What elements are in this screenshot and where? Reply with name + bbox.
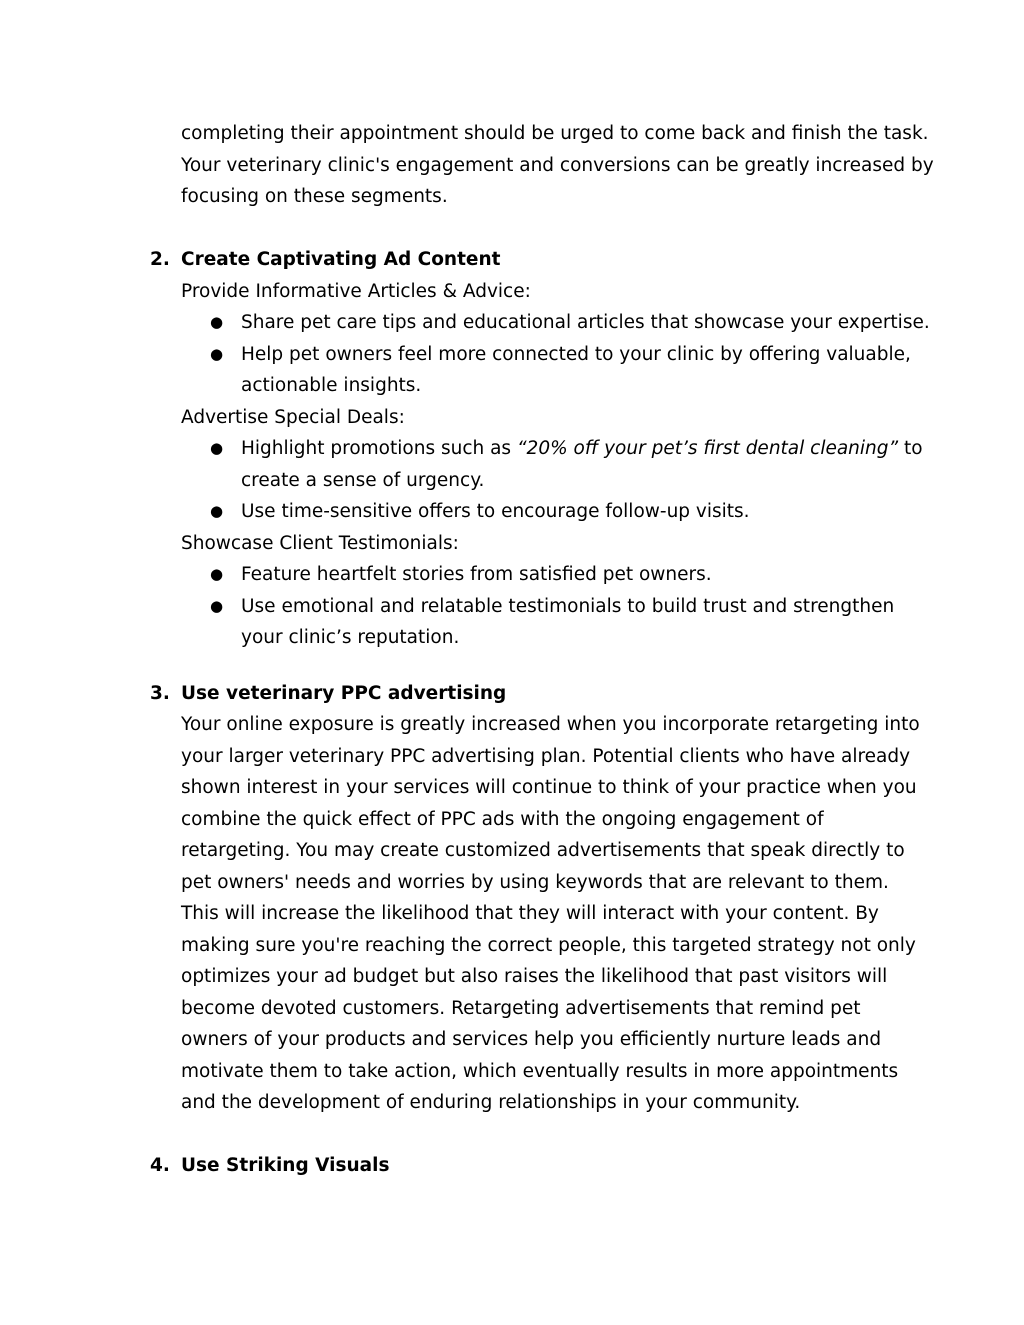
paragraph-line: combine the quick effect of PPC ads with the ongoing engagement of [181,808,824,830]
paragraph-line: making sure you're reaching the correct people, this targeted strategy not only [181,934,916,956]
group-label: Provide Informative Articles & Advice: [181,280,531,302]
bullet-icon: ● [210,439,224,457]
paragraph-line: Your online exposure is greatly increased when you incorporate retargeting into [181,714,920,735]
bullet-item [0,496,1024,528]
section-heading [0,244,1024,276]
list-number: 2. [150,249,170,270]
bullet-text: Use emotional and relatable testimonials to build trust and strengthen [241,595,895,617]
paragraph-line: motivate them to take action, which eventually results in more appointments [181,1060,899,1082]
bullet-text: Use time-sensitive offers to encourage follow-up visits. [241,501,750,522]
document-page [0,118,1024,1182]
paragraph-line: retargeting. You may create customized advertisements that speak directly to [181,840,905,861]
paragraph-line: become devoted customers. Retargeting advertisements that remind pet [181,997,861,1019]
bullet-continuation: create a sense of urgency. [241,469,485,491]
promo-quote: “20% off your pet’s first dental cleaning” [516,438,899,459]
bullet-continuation: your clinic’s reputation. [241,627,460,648]
bullet-icon: ● [210,344,224,363]
heading-text: Create Captivating Ad Content [181,249,501,270]
list-number: 3. [150,682,170,704]
paragraph-line: optimizes your ad budget but also raises the likelihood that past visitors will [181,966,888,987]
bullet-text: to [898,438,923,459]
bullet-text: Feature heartfelt stories from satisfied pet owners. [241,564,712,585]
heading-text: Use Striking Visuals [181,1155,390,1176]
bullet-item [0,559,1024,591]
group-label: Advertise Special Deals: [181,406,405,428]
paragraph-line: owners of your products and services help you efficiently nurture leads and [181,1029,882,1050]
paragraph-line: Your veterinary clinic's engagement and conversions can be greatly increased by [181,154,934,176]
paragraph-line: shown interest in your services will continue to think of your practice when you [181,777,917,798]
bullet-text: Help pet owners feel more connected to your clinic by offering valuable, [241,343,911,365]
paragraph-line: your larger veterinary PPC advertising plan. Potential clients who have already [181,745,911,767]
bullet-icon: ● [210,313,224,331]
bullet-continuation: actionable insights. [241,375,422,396]
bullet-item [0,339,1024,371]
bullet-text: Highlight promotions such as [241,438,517,459]
bullet-item [0,307,1024,339]
bullet-text: Share pet care tips and educational articles that showcase your expertise. [241,312,930,333]
paragraph-line: focusing on these segments. [181,186,448,207]
bullet-icon: ● [210,596,224,615]
heading-text: Use veterinary PPC advertising [181,682,507,704]
group-label: Showcase Client Testimonials: [181,532,459,554]
spacer [0,213,1024,245]
bullet-item [0,591,1024,623]
spacer [0,1119,1024,1151]
bullet-icon: ● [210,502,224,520]
list-number: 4. [150,1155,170,1176]
bullet-item [0,433,1024,465]
spacer [0,654,1024,678]
section-heading [0,1150,1024,1182]
paragraph-line: completing their appointment should be urged to come back and finish the task. [181,123,929,144]
paragraph-line: and the development of enduring relationships in your community. [181,1092,801,1113]
paragraph-line: pet owners' needs and worries by using keywords that are relevant to them. [181,871,889,893]
paragraph-line: This will increase the likelihood that they will interact with your content. By [181,903,879,924]
bullet-icon: ● [210,565,224,583]
section-heading [0,678,1024,710]
